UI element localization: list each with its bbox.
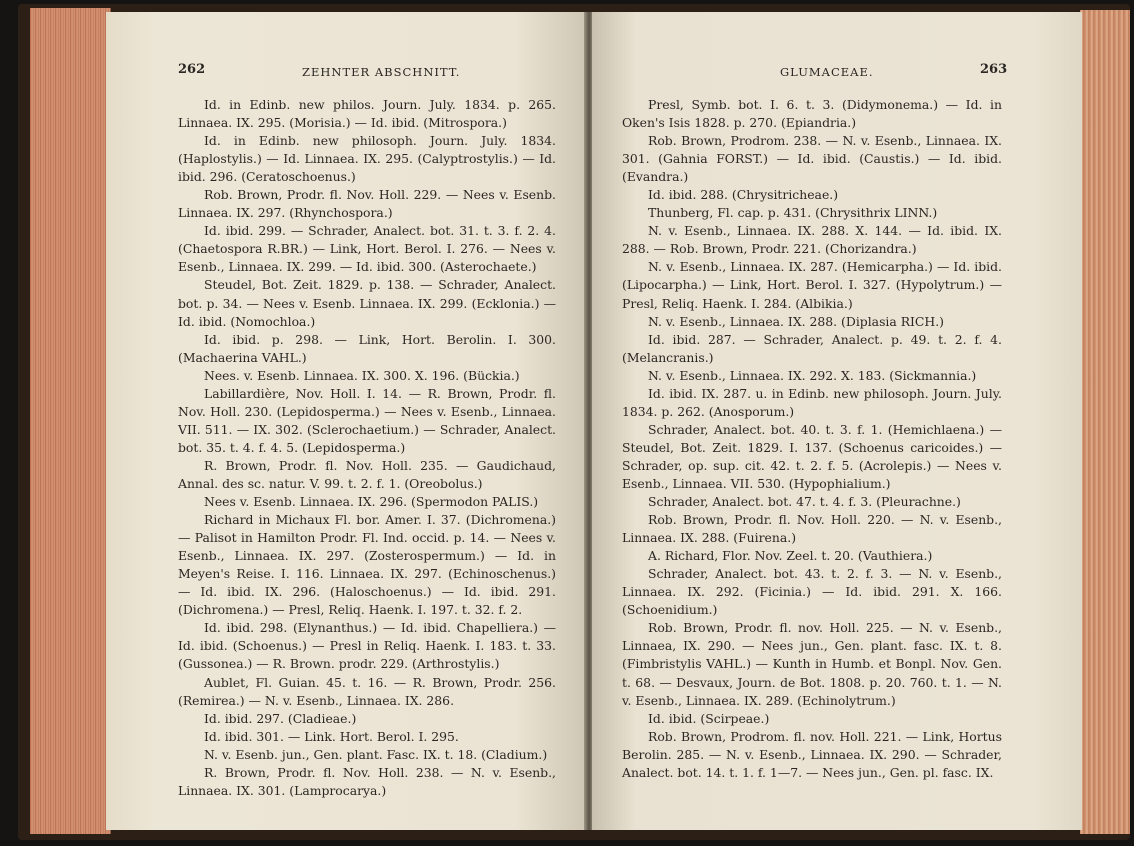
entry-paragraph: R. Brown, Prodr. fl. Nov. Holl. 235. — Gaudichaud, Annal. des sc. natur. V. 99. t. 2. f. 1. (Oreobolus.) — [178, 457, 556, 491]
page-edges-left — [30, 8, 111, 834]
page-edges-right — [1080, 10, 1130, 834]
entry-paragraph: Nees. v. Esenb. Linnaea. IX. 300. X. 196. (Bückia.) — [204, 367, 520, 383]
entry-paragraph: Steudel, Bot. Zeit. 1829. p. 138. — Schrader, Analect. bot. p. 34. — Nees v. Esenb. Linnaea. IX. 299. (Ecklonia.) — Id. ibid. (Nomochloa.) — [178, 277, 556, 329]
entry-paragraph: Id. in Edinb. new philos. Journ. July. 1834. p. 265. Linnaea. IX. 295. (Morisia.) — Id. ibid. (Mitrospora.) — [178, 97, 556, 131]
entry-paragraph: N. v. Esenb., Linnaea. IX. 292. X. 183. (Sickmannia.) — [648, 367, 977, 383]
page-number-right: 263 — [980, 62, 1008, 77]
entry-paragraph: Nees v. Esenb. Linnaea. IX. 296. (Spermodon PALIS.) — [204, 494, 539, 510]
entry-paragraph: Rob. Brown, Prodr. fl. Nov. Holl. 229. — Nees v. Esenb. Linnaea. IX. 297. (Rhynchospora.) — [178, 187, 556, 221]
entry-paragraph: Id. ibid. (Scirpeae.) — [648, 710, 770, 726]
entry-paragraph: Rob. Brown, Prodrom. 238. — N. v. Esenb., Linnaea. IX. 301. (Gahnia FORST.) — Id. ibid. (Caustis.) — Id. ibid. (Evandra.) — [622, 133, 1002, 185]
entry-paragraph: A. Richard, Flor. Nov. Zeel. t. 20. (Vauthiera.) — [648, 548, 933, 564]
entry-paragraph: Rob. Brown, Prodr. fl. nov. Holl. 225. — N. v. Esenb., Linnaea, IX. 290. — Nees jun., Gen. plant. fasc. IX. t. 8. (Fimbristylis VAHL.) — Kunth in Humb. et Bonpl. Nov. Gen. t. 68. — Desvaux, Journ. de Bot. 1808. p. 20. 760. t. 1. — N. v. Esenb., Linnaea. IX. 289. (Echinolytrum.) — [622, 620, 1002, 708]
entry-paragraph: Rob. Brown, Prodr. fl. Nov. Holl. 220. — N. v. Esenb., Linnaea. IX. 288. (Fuirena.) — [622, 512, 1002, 546]
entry-paragraph: Id. ibid. IX. 287. u. in Edinb. new philosoph. Journ. July. 1834. p. 262. (Anosporum.) — [622, 385, 1002, 419]
entry-paragraph: Presl, Symb. bot. I. 6. t. 3. (Didymonema.) — Id. in Oken's Isis 1828. p. 270. (Epiandria.) — [622, 97, 1002, 131]
left-page — [106, 12, 586, 830]
entry-paragraph: N. v. Esenb., Linnaea. IX. 287. (Hemicarpha.) — Id. ibid. (Lipocarpha.) — Link, Hort. Berol. I. 327. (Hypolytrum.) — Presl, Reliq. Haenk. I. 284. (Albikia.) — [622, 259, 1002, 311]
entry-paragraph: Schrader, Analect. bot. 40. t. 3. f. 1. (Hemichlaena.) — Steudel, Bot. Zeit. 1829. I. 137. (Schoenus caricoides.) — Schrader, op. sup. cit. 42. t. 2. f. 5. (Acrolepis.) — Nees v. Esenb., Linnaea. VII. 530. (Hypophialium.) — [622, 421, 1002, 491]
entry-paragraph: Schrader, Analect. bot. 47. t. 4. f. 3. (Pleurachne.) — [648, 494, 961, 510]
entry-paragraph: N. v. Esenb. jun., Gen. plant. Fasc. IX. t. 18. (Cladium.) — [204, 746, 548, 762]
right-page-text — [622, 96, 1002, 782]
entry-paragraph: Id. ibid. 287. — Schrader, Analect. p. 49. t. 2. f. 4. (Melancranis.) — [622, 331, 1002, 365]
entry-paragraph: Id. ibid. 288. (Chrysitricheae.) — [648, 187, 839, 203]
entry-paragraph: Aublet, Fl. Guian. 45. t. 16. — R. Brown, Prodr. 256. (Remirea.) — N. v. Esenb., Linnaea. IX. 286. — [178, 674, 556, 708]
entry-paragraph: Richard in Michaux Fl. bor. Amer. I. 37. (Dichromena.) — Palisot in Hamilton Prodr. Fl. Ind. occid. p. 14. — Nees v. Esenb., Linnaea. IX. 297. (Zosterospermum.) — Id. in Meyen's Reise. I. 116. Linnaea. IX. 297. (Echinoschenus.) — Id. ibid. IX. 296. (Haloschoenus.) — Id. ibid. 291. (Dichromena.) — Presl, Reliq. Haenk. I. 197. t. 32. f. 2. — [178, 512, 556, 618]
entry-paragraph: Thunberg, Fl. cap. p. 431. (Chrysithrix LINN.) — [648, 205, 938, 221]
entry-paragraph: Id. ibid. 298. (Elynanthus.) — Id. ibid. Chapelliera.) — Id. ibid. (Schoenus.) — Presl in Reliq. Haenk. I. 183. t. 33. (Gussonea.) — R. Brown. prodr. 229. (Arthrostylis.) — [178, 620, 556, 672]
entry-paragraph: Id. ibid. 299. — Schrader, Analect. bot. 31. t. 3. f. 2. 4. (Chaetospora R.BR.) — Link, Hort. Berol. I. 276. — Nees v. Esenb., Linnaea. IX. 299. — Id. ibid. 300. (Asterochaete.) — [178, 223, 556, 275]
running-head-left: ZEHNTER ABSCHNITT. — [302, 65, 461, 79]
left-page-text — [178, 96, 556, 800]
entry-paragraph: R. Brown, Prodr. fl. Nov. Holl. 238. — N. v. Esenb., Linnaea. IX. 301. (Lamprocarya.) — [178, 764, 556, 798]
entry-paragraph: Labillardière, Nov. Holl. I. 14. — R. Brown, Prodr. fl. Nov. Holl. 230. (Lepidosperma.) — Nees v. Esenb., Linnaea. VII. 511. — IX. 302. (Sclerochaetium.) — Schrader, Analect. bot. 35. t. 4. f. 4. 5. (Lepidosperma.) — [178, 385, 556, 455]
entry-paragraph: Id. in Edinb. new philosoph. Journ. July. 1834. (Haplostylis.) — Id. Linnaea. IX. 295. (Calyptrostylis.) — Id. ibid. 296. (Ceratoschoenus.) — [178, 133, 556, 185]
entry-paragraph: N. v. Esenb., Linnaea. IX. 288. (Diplasia RICH.) — [648, 313, 944, 329]
entry-paragraph: Id. ibid. p. 298. — Link, Hort. Berolin. I. 300. (Machaerina VAHL.) — [178, 331, 556, 365]
entry-paragraph: Id. ibid. 301. — Link. Hort. Berol. I. 295. — [204, 728, 459, 744]
entry-paragraph: Rob. Brown, Prodrom. fl. nov. Holl. 221. — Link, Hortus Berolin. 285. — N. v. Esenb., Linnaea. IX. 290. — Schrader, Analect. bot. 14. t. 1. f. 1—7. — Nees jun., Gen. pl. fasc. IX. — [622, 728, 1002, 780]
entry-paragraph: N. v. Esenb., Linnaea. IX. 288. X. 144. — Id. ibid. IX. 288. — Rob. Brown, Prodr. 221. (Chorizandra.) — [622, 223, 1002, 257]
entry-paragraph: Schrader, Analect. bot. 43. t. 2. f. 3. — N. v. Esenb., Linnaea. IX. 292. (Ficinia.) — Id. ibid. 291. X. 166. (Schoenidium.) — [622, 566, 1002, 618]
running-head-right: GLUMACEAE. — [780, 65, 874, 79]
page-number-left: 262 — [178, 62, 206, 77]
entry-paragraph: Id. ibid. 297. (Cladieae.) — [204, 710, 357, 726]
right-page — [592, 12, 1082, 830]
